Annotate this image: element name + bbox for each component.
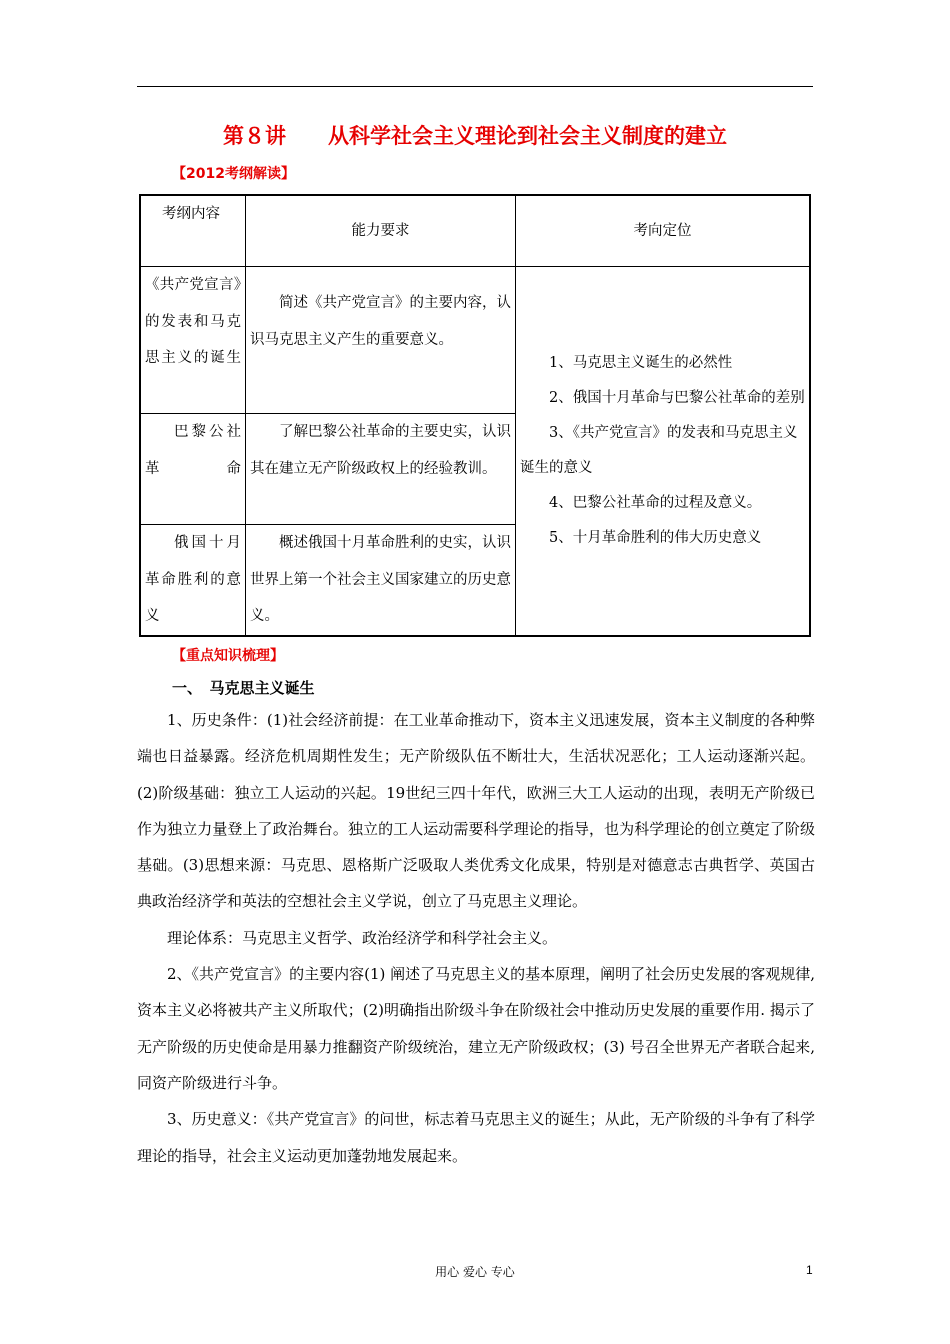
paragraph-theory-system: 理论体系：马克思主义哲学、政治经济学和科学社会主义。 — [167, 928, 558, 947]
body-text — [137, 702, 815, 1174]
orientation-list — [520, 346, 805, 556]
row-ability: 了解巴黎公社革命的主要史实，认识其在建立无产阶级政权上的经验教训。 — [246, 414, 516, 525]
section-outline-heading: 【2012考纲解读】 — [172, 166, 295, 182]
paragraph-historical-significance: 3、历史意义：《共产党宣言》的问世，标志着马克思主义的诞生；从此，无产阶级的斗争有了科学理论的指导，社会主义运动更加蓬勃地发展起来。 — [137, 1110, 815, 1165]
header-content: 考纲内容 — [140, 195, 246, 267]
row-ability: 概述俄国十月革命胜利的史实，认识世界上第一个社会主义国家建立的历史意义。 — [246, 525, 516, 637]
header-orientation: 考向定位 — [516, 195, 811, 267]
page-title: 第８讲 从科学社会主义理论到社会主义制度的建立 — [223, 124, 727, 148]
table-header-row — [140, 195, 810, 267]
row-content: 巴黎公社革命 — [140, 414, 246, 525]
list-item: 1、马克思主义诞生的必然性 — [549, 355, 733, 371]
list-item: 3、《共产党宣言》的发表和马克思主义诞生的意义 — [520, 425, 798, 476]
list-item: 5、十月革命胜利的伟大历史意义 — [549, 530, 762, 546]
row-ability: 简述《共产党宣言》的主要内容，认识马克思主义产生的重要意义。 — [246, 267, 516, 414]
page-number: 1 — [806, 1263, 813, 1277]
orientation-cell — [516, 267, 811, 637]
heading-marxism-birth: 一、 马克思主义诞生 — [172, 679, 315, 697]
paragraph-manifesto-content: 2、《共产党宣言》的主要内容(1) 阐述了马克思主义的基本原理，阐明了社会历史发展的客观规律,资本主义必将被共产主义所取代；(2)明确指出阶级斗争在阶级社会中推动历史发展的重要作用. 揭示了无产阶级的历史使命是用暴力推翻资产阶级统治，建立无产阶级政权；(3) 号召全世界无产者联合起来,同资产阶级进行斗争。 — [137, 965, 815, 1092]
header-ability: 能力要求 — [246, 195, 516, 267]
footer-motto: 用心 爱心 专心 — [435, 1265, 515, 1279]
row-content: 俄国十月革命胜利的意义 — [140, 525, 246, 637]
paragraph-historical-conditions: 1、历史条件：(1)社会经济前提：在工业革命推动下，资本主义迅速发展，资本主义制度的各种弊端也日益暴露。经济危机周期性发生；无产阶级队伍不断壮大，生活状况恶化；工人运动逐渐兴起。(2)阶级基础：独立工人运动的兴起。19世纪三四十年代，欧洲三大工人运动的出现，表明无产阶级已作为独立力量登上了政治舞台。独立的工人运动需要科学理论的指导，也为科学理论的创立奠定了阶级基础。(3)思想来源：马克思、恩格斯广泛吸取人类优秀文化成果，特别是对德意志古典哲学、英国古典政治经济学和英法的空想社会主义学说，创立了马克思主义理论。 — [137, 711, 815, 911]
section-key-heading: 【重点知识梳理】 — [172, 648, 284, 664]
outline-table — [139, 194, 811, 637]
row-content: 《共产党宣言》的发表和马克思主义的诞生 — [140, 267, 246, 414]
list-item: 4、巴黎公社革命的过程及意义。 — [549, 495, 762, 511]
table-row — [140, 267, 810, 414]
header-rule — [137, 86, 813, 87]
list-item: 2、俄国十月革命与巴黎公社革命的差别 — [549, 390, 805, 406]
